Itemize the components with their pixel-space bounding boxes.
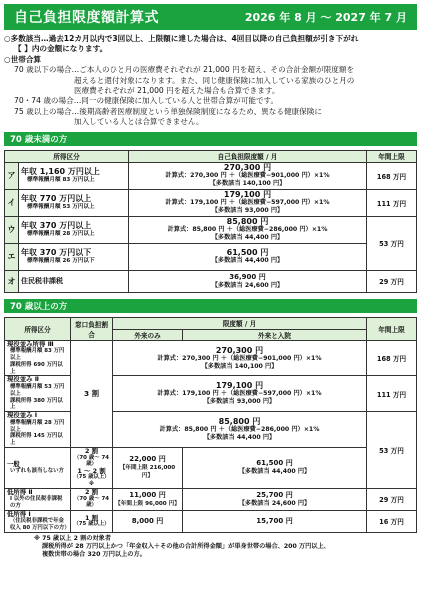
row-multi: 【多数該当 24,600 円】: [211, 281, 284, 289]
table-row: [5, 243, 417, 270]
table-row: [5, 189, 417, 216]
footnote-line: 複数世帯の場合 320 万円以上の方。: [42, 551, 146, 559]
row-category: 年収 770 万円以上: [21, 194, 92, 204]
th-limit: 自己負担限度額 / 月: [129, 150, 367, 162]
row-outpatient-year: 【年間上限 216,000 円】: [119, 465, 176, 480]
row-multi: 【多数該当 140,100 円】: [209, 180, 286, 188]
note-under70-c: 医療費それぞれが 21,000 円を超えた場合も合算できます。: [74, 86, 280, 96]
row-outpatient-amount: 8,000 円: [131, 516, 164, 525]
row-category-sub: の方: [10, 502, 21, 509]
note-under70-a: 70 歳以下の場合…ご本人のひと月の医療費それぞれが 21,000 円を超え、その合計金額が限度額を: [14, 65, 355, 75]
table-over70: [4, 317, 417, 533]
row-outpatient-year: 【年間上限 96,000 円】: [115, 500, 180, 507]
row-mark: エ: [5, 243, 19, 270]
section-over70-label: 70 歳以上の方: [10, 301, 68, 312]
note-over75-a: 75 歳以上の場合…後期高齢者医療制度という単独保険制度になるため、異なる健康保険に: [14, 106, 322, 116]
row-outpatient-amount: 11,000 円: [129, 490, 166, 499]
table-row: [5, 162, 417, 189]
row-outpatient-amount: 22,000 円: [129, 455, 166, 464]
row-calc: 計算式：270,300 円 ＋（総医療費−901,000 円）×1%: [157, 354, 322, 362]
th2-both: 外来と入院: [183, 329, 367, 340]
row-category: 年収 1,160 万円以上: [21, 167, 100, 177]
table-row: [5, 412, 417, 448]
row-amount: 61,500 円: [226, 248, 269, 258]
row-category-sub: 標準報酬月額 53 万円以上: [27, 204, 95, 211]
row-year: 29 万円: [367, 270, 417, 292]
notes: [4, 34, 417, 128]
table-row: [5, 510, 417, 532]
row-category-sub: （住民税非課税で年金: [10, 518, 64, 525]
row-multi: 【多数該当 44,400 円】: [211, 257, 284, 265]
row-mark: イ: [5, 189, 19, 216]
row-multi: 【多数該当 93,000 円】: [203, 398, 276, 406]
row-calc: 計算式：179,100 円 ＋（総医療費−597,000 円）×1%: [165, 199, 330, 207]
row-category: 現役並み Ⅱ: [7, 375, 39, 384]
row-year: 111 万円: [367, 189, 417, 216]
row-calc: 計算式：179,100 円 ＋（総医療費−597,000 円）×1%: [157, 390, 322, 398]
row-amount: 85,800 円: [218, 417, 261, 427]
row-window-sub: （70 歳〜 74 歳）: [74, 495, 109, 509]
table-row: [5, 448, 417, 489]
row-category: 現役並み Ⅰ: [7, 411, 38, 420]
table-row: [5, 488, 417, 510]
table-row: [5, 270, 417, 292]
th2-window: 窓口負担割合: [71, 317, 113, 340]
table-row: [5, 216, 417, 243]
row-category-sub: 課税所得 145 万円以上: [10, 433, 63, 447]
table-row: [5, 376, 417, 412]
row-category: 低所得 Ⅱ: [7, 487, 33, 496]
row-category: 年収 370 万円以下: [21, 248, 92, 258]
row-amount: 270,300 円: [223, 163, 272, 173]
row-year: 16 万円: [367, 510, 417, 532]
row-year: 111 万円: [367, 376, 417, 412]
row-year: 53 万円: [367, 216, 417, 270]
note-multi-cont: 【 】内の金額になります。: [14, 44, 108, 54]
row-calc: 計算式：85,800 円 ＋（総医療費−286,000 円）×1%: [167, 226, 328, 234]
row-window-sub: （75 歳以上）: [73, 521, 110, 528]
row-multi: 【多数該当 140,100 円】: [201, 362, 278, 370]
note-sum-title: ○世帯合算: [4, 54, 42, 64]
row-category: 住民税非課税: [21, 277, 63, 286]
section-under70-label: 70 歳未満の方: [10, 134, 68, 145]
row-year: 29 万円: [367, 488, 417, 510]
row-mark: ア: [5, 162, 19, 189]
section-under70-title: [4, 132, 417, 146]
row-window: 2 割: [84, 488, 99, 497]
row-window: 2 割: [84, 447, 99, 455]
row-category-sub: 課税所得 380 万円以上: [10, 397, 63, 411]
title-bar: [4, 4, 417, 30]
row-category-sub: 収入 80 万円以下の方）: [10, 525, 70, 532]
page-title: 自己負担限度額計算式: [14, 10, 159, 26]
row-window: 1 割: [84, 513, 99, 522]
row-both-amount: 61,500 円: [256, 459, 293, 468]
row-year: 168 万円: [367, 340, 417, 376]
row-category-sub: 課税所得 690 万円以上: [10, 361, 63, 375]
row-multi: 【多数該当 44,400 円】: [203, 434, 276, 442]
row-mark: ウ: [5, 216, 19, 243]
row-category-sub: Ⅰ 以外の住民税非課税: [10, 496, 63, 503]
th2-outpatient: 外来のみ: [113, 329, 183, 340]
note-multi-title: ○多数該当…過去12カ月以内で3回以上、上限額に達した場合は、4回目以降の自己負担額が引き下がれ: [4, 34, 359, 43]
row-both-amount: 15,700 円: [256, 516, 293, 525]
th2-limit: 限度額 / 月: [113, 317, 367, 329]
section-over70-title: [4, 299, 417, 313]
th2-year: 年間上限: [367, 317, 417, 340]
row-category-sub: 標準報酬月額 83 万円以上: [10, 348, 65, 362]
row-category: 現役並み所得 Ⅲ: [7, 339, 54, 348]
row-calc: 計算式：85,800 円 ＋（総医療費−286,000 円）×1%: [159, 426, 320, 434]
row-multi: 【多数該当 44,400 円】: [211, 234, 284, 242]
th-category: 所得区分: [5, 150, 129, 162]
row-window: 3 割: [71, 340, 113, 447]
row-category-sub: 標準報酬月額 28 万円以上: [27, 231, 95, 238]
row-calc: 計算式：270,300 円 ＋（総医療費−901,000 円）×1%: [165, 172, 330, 180]
footnote-line: 課税所得が 28 万円以上かつ「年金収入＋その他の合計所得金額」が単身世帯の場合、200 万円以上、: [42, 543, 330, 551]
row-year: 53 万円: [367, 412, 417, 488]
row-window-sub: （75 歳以上）※: [73, 474, 110, 487]
note-age7074: 70・74 歳の場合…同一の健康保険に加入している人と世帯合算が可能です。: [14, 96, 279, 106]
row-mark: オ: [5, 270, 19, 292]
row-both-amount: 25,700 円: [256, 490, 293, 499]
row-category-sub: 標準報酬月額 26 万円以下: [27, 258, 95, 265]
row-category: 一般: [7, 459, 20, 468]
footnote-line: ※ 75 歳以上 2 割の対象者: [34, 534, 112, 542]
row-category-sub: 標準報酬月額 83 万円以上: [27, 177, 95, 184]
row-amount: 85,800 円: [226, 217, 269, 227]
th-year: 年間上限: [367, 150, 417, 162]
row-category-sub: 標準報酬月額 28 万円以上: [10, 419, 65, 433]
row-year: 168 万円: [367, 162, 417, 189]
row-both-multi: 【多数該当 44,400 円】: [238, 468, 311, 476]
th2-category: 所得区分: [5, 317, 71, 340]
table-under70: [4, 150, 417, 293]
footnote: [4, 535, 417, 560]
row-category: 低所得 Ⅰ: [7, 509, 31, 518]
row-window: 1 〜 2 割: [77, 466, 106, 475]
row-both-multi: 【多数該当 24,600 円】: [238, 499, 311, 507]
row-amount: 179,100 円: [215, 381, 264, 391]
period-label: 2026 年 8 月 ～ 2027 年 7 月: [244, 11, 407, 24]
note-under70-b: 超えると還付対象になります。また、同じ健康保険に加入している家族のひと月の: [74, 75, 355, 85]
table-row: [5, 340, 417, 376]
row-window-sub: （70 歳〜 74 歳）: [74, 454, 109, 468]
row-category: 年収 370 万円以上: [21, 221, 92, 231]
row-multi: 【多数該当 93,000 円】: [211, 207, 284, 215]
row-category-sub: いずれも該当しない方: [10, 468, 64, 475]
row-amount: 270,300 円: [215, 345, 264, 355]
note-over75-b: 加入している人とは合算できません。: [74, 117, 204, 127]
row-amount: 179,100 円: [223, 190, 272, 200]
row-category-sub: 標準報酬月額 53 万円以上: [10, 384, 65, 397]
row-amount: 36,900 円: [229, 272, 266, 281]
